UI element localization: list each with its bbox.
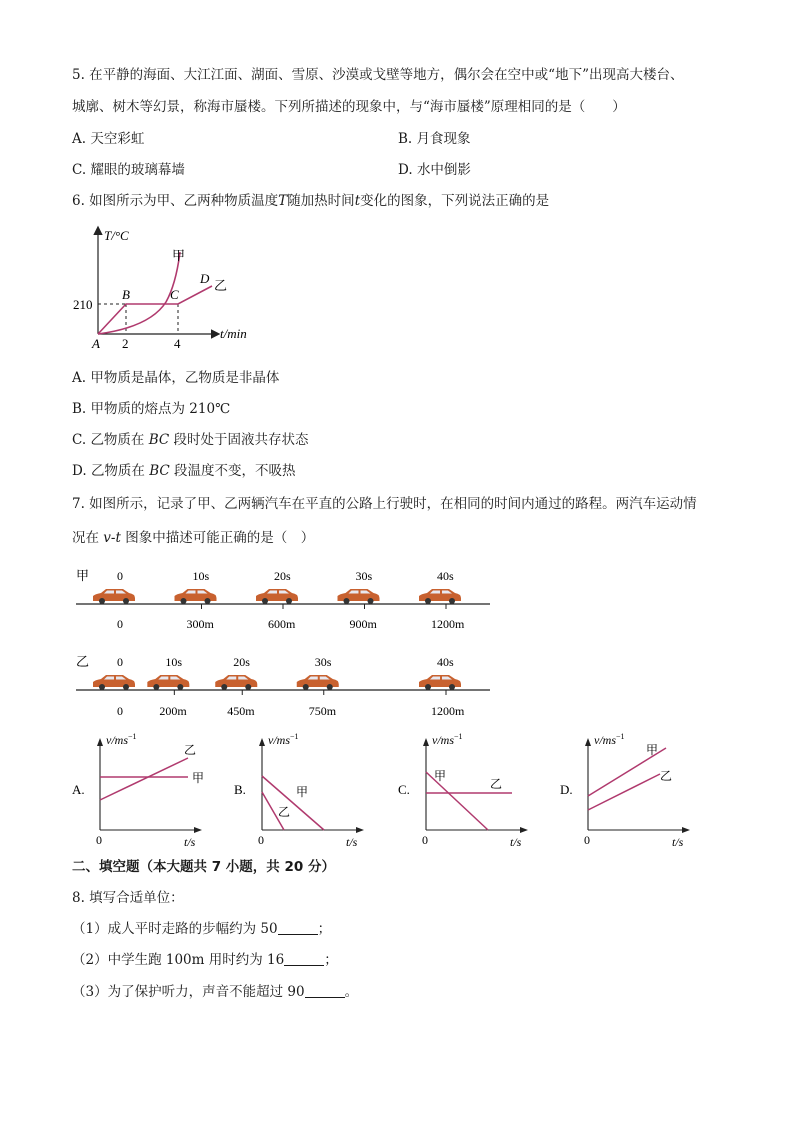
q7-vt-line-3-1: [588, 774, 660, 810]
q7-vt-x-arrow-1: [356, 827, 364, 833]
q7-vt-line-label-0-1: 乙: [184, 743, 197, 757]
q6-option-d: D. 乙物质在 BC 段温度不变，不吸热: [72, 463, 296, 479]
q7-yi-car-2: [215, 675, 257, 690]
q7-yi-car-3: [297, 675, 339, 690]
q7-vt-y-arrow-2: [423, 738, 429, 746]
q7-vt-graph-a: [72, 732, 204, 849]
q7-vt-graph-b: [234, 732, 364, 849]
q7-vt-graph-c: [398, 732, 528, 849]
q7-vt-origin-3: 0: [584, 833, 590, 847]
q7-stem-line2: 况在 v-t 图象中描述可能正确的是（ ）: [72, 530, 315, 546]
q6-curve-yi: [98, 286, 212, 334]
q7-vt-origin-1: 0: [258, 833, 264, 847]
q7-vt-y-arrow-1: [259, 738, 265, 746]
q6-point-a: A: [92, 336, 100, 351]
q6-option-a: A. 甲物质是晶体，乙物质是非晶体: [72, 370, 280, 386]
q5-option-c: C. 耀眼的玻璃幕墙: [72, 162, 185, 178]
q7-yi-dist-0: 0: [117, 704, 123, 718]
q7-vt-line-label-3-1: 乙: [660, 769, 673, 783]
q7-vt-origin-0: 0: [96, 833, 102, 847]
q7-yi-car-4: [419, 675, 461, 690]
q7-jia-dist-3: 900m: [349, 617, 377, 631]
q6-point-d: D: [200, 271, 210, 286]
q5-stem-line1: 5. 在平静的海面、大江江面、湖面、雪原、沙漠或戈壁等地方，偶尔会在空中或“地下”出现高大楼台、: [72, 67, 684, 83]
q7-vt-x-arrow-2: [520, 827, 528, 833]
q7-vt-option-3: D.: [560, 782, 573, 797]
q6-stem: 6. 如图所示为甲、乙两种物质温度T随加热时间t变化的图象，下列说法正确的是: [72, 193, 550, 209]
q7-vt-y-arrow-0: [97, 738, 103, 746]
q7-vt-graph-d: [560, 732, 690, 849]
q6-temperature-graph: [70, 222, 270, 362]
q6-y-tick: 210: [73, 297, 93, 312]
q8-item-1: （1）成人平时走路的步幅约为 50 ；: [72, 921, 332, 937]
q7-jia-car-3: [338, 589, 380, 604]
q7-jia-time-4: 40s: [437, 569, 454, 583]
q6-x-tick-4: 4: [174, 336, 181, 351]
q7-jia-car-0: [93, 589, 135, 604]
q7-vt-line-label-0-0: 甲: [192, 771, 205, 785]
q7-vt-line-label-1-1: 乙: [278, 805, 291, 819]
q7-jia-car-1: [175, 589, 217, 604]
q6-point-b: B: [122, 287, 130, 302]
q7-yi-car-1: [147, 675, 189, 690]
q7-vt-line-label-3-0: 甲: [646, 743, 659, 757]
q7-vt-ylabel-0: $v/ms^{-1}$: [106, 732, 137, 747]
q7-jia-dist-4: 1200m: [431, 617, 465, 631]
q7-yi-dist-2: 450m: [227, 704, 255, 718]
q6-y-label: T/°C: [104, 228, 129, 243]
q6-label-jia: 甲: [172, 248, 186, 263]
q8-answer-blank-1[interactable]: [278, 920, 318, 935]
q6-label-yi: 乙: [214, 278, 228, 293]
q7-yi-dist-4: 1200m: [431, 704, 465, 718]
q6-x-label: t/min: [220, 326, 247, 341]
q7-yi-time-2: 20s: [233, 655, 250, 669]
q7-vt-line-label-2-0: 甲: [434, 769, 447, 783]
section2-title: 二、填空题（本大题共 7 小题，共 20 分）: [72, 859, 335, 875]
q7-vt-line-0-1: [100, 758, 188, 800]
q7-yi-dist-1: 200m: [159, 704, 187, 718]
q6-x-tick-2: 2: [122, 336, 129, 351]
q7-vt-xlabel-3: t/s: [672, 835, 684, 849]
q7-vt-ylabel-1: $v/ms^{-1}$: [268, 732, 299, 747]
q6-option-c: C. 乙物质在 BC 段时处于固液共存状态: [72, 432, 309, 448]
q5-option-d: D. 水中倒影: [398, 162, 471, 178]
q7-yi-time-4: 40s: [437, 655, 454, 669]
q7-vt-option-1: B.: [234, 782, 246, 797]
q7-yi-car-0: [93, 675, 135, 690]
q7-jia-car-2: [256, 589, 298, 604]
q5-stem-line2: 城廓、树木等幻景，称海市蜃楼。下列所描述的现象中，与“海市蜃楼”原理相同的是（ ）: [72, 99, 626, 115]
q6-point-c: C: [170, 287, 179, 302]
q7-yi-time-0: 0: [117, 655, 123, 669]
q7-yi-name: 乙: [76, 654, 90, 669]
q7-jia-time-3: 30s: [355, 569, 373, 583]
q5-option-b: B. 月食现象: [398, 131, 471, 147]
q7-vt-option-0: A.: [72, 782, 85, 797]
q8-stem: 8. 填写合适单位：: [72, 890, 184, 906]
q7-vt-ylabel-2: $v/ms^{-1}$: [432, 732, 463, 747]
q7-vt-origin-2: 0: [422, 833, 428, 847]
q7-vt-y-arrow-3: [585, 738, 591, 746]
q7-jia-time-2: 20s: [274, 569, 291, 583]
q7-stem-line1: 7. 如图所示，记录了甲、乙两辆汽车在平直的公路上行驶时，在相同的时间内通过的路程。两汽车运动情: [72, 496, 697, 512]
q7-vt-xlabel-0: t/s: [184, 835, 196, 849]
q7-jia-time-0: 0: [117, 569, 123, 583]
q8-answer-blank-3[interactable]: [305, 983, 345, 998]
q7-vt-option-2: C.: [398, 782, 410, 797]
q6-option-b: B. 甲物质的熔点为 210℃: [72, 401, 231, 417]
q7-vt-xlabel-1: t/s: [346, 835, 358, 849]
q5-option-a: A. 天空彩虹: [72, 131, 145, 147]
q8-item-2: （2）中学生跑 100m 用时约为 16 ；: [72, 952, 338, 968]
q7-yi-time-3: 30s: [314, 655, 332, 669]
q7-vt-graphs: [70, 730, 710, 850]
q8-item-3: （3）为了保护听力，声音不能超过 90 。: [72, 984, 359, 1000]
q7-jia-dist-0: 0: [117, 617, 123, 631]
q7-vt-line-label-1-0: 甲: [296, 785, 309, 799]
q7-jia-time-1: 10s: [192, 569, 210, 583]
q7-jia-name: 甲: [76, 568, 90, 583]
q7-vt-xlabel-2: t/s: [510, 835, 522, 849]
q7-jia-car-4: [419, 589, 461, 604]
q7-car-diagram: [70, 560, 500, 720]
q7-vt-ylabel-3: $v/ms^{-1}$: [594, 732, 625, 747]
q7-vt-line-1-0: [262, 776, 324, 830]
q7-jia-dist-2: 600m: [268, 617, 296, 631]
q7-vt-x-arrow-0: [194, 827, 202, 833]
q8-answer-blank-2[interactable]: [284, 951, 324, 966]
q7-vt-x-arrow-3: [682, 827, 690, 833]
q7-yi-dist-3: 750m: [308, 704, 337, 718]
q7-jia-dist-1: 300m: [186, 617, 214, 631]
q7-vt-line-label-2-1: 乙: [490, 777, 503, 791]
q7-yi-time-1: 10s: [165, 655, 183, 669]
